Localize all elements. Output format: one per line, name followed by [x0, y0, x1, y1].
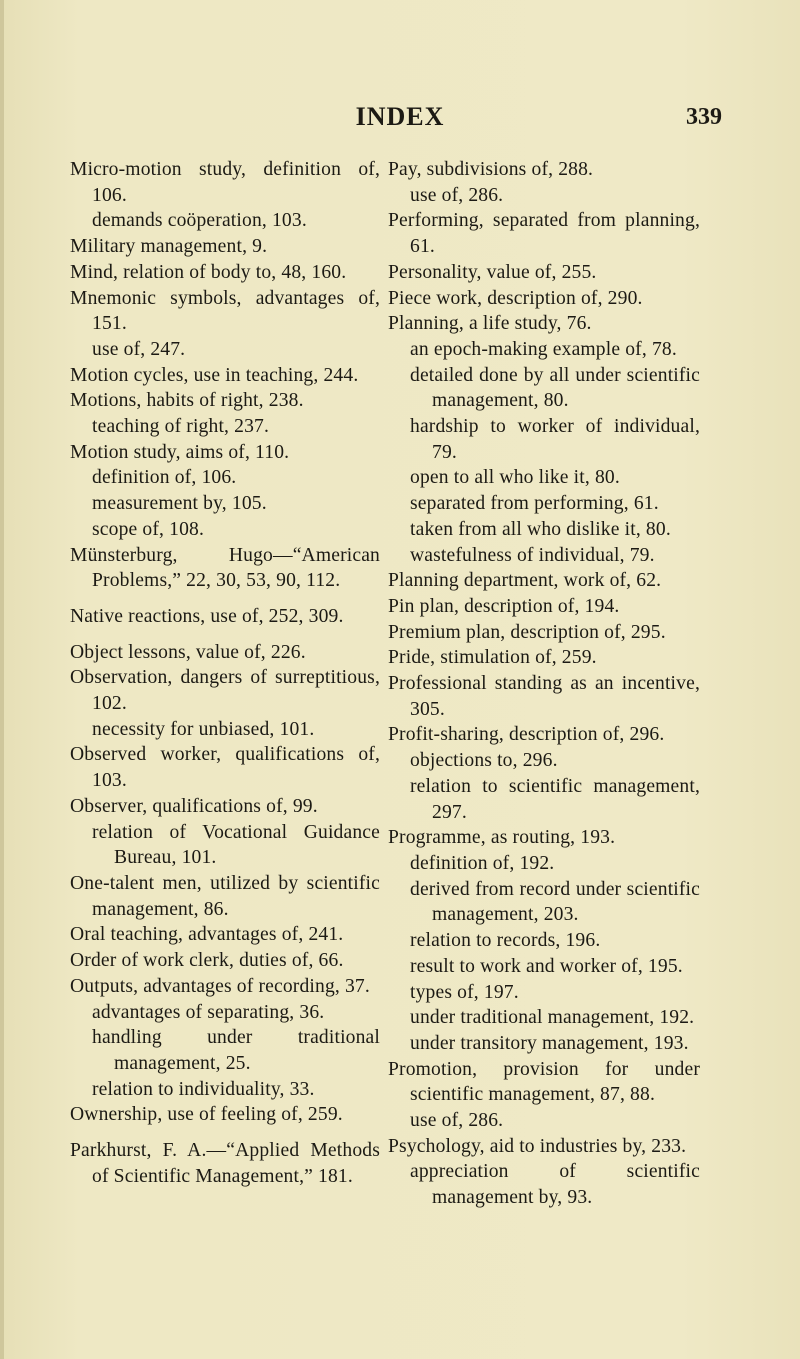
- index-subentry-wrapper: [388, 1005, 700, 1031]
- index-entry: Piece work, description of, 290.: [388, 287, 643, 309]
- index-column-left: [70, 157, 380, 1189]
- letter-group-gap: [70, 594, 380, 604]
- index-subentry: definition of, 106.: [92, 467, 237, 489]
- index-subentry-wrapper: [388, 491, 700, 517]
- index-column-right: [388, 157, 700, 1211]
- index-subentry-wrapper: [388, 465, 700, 491]
- index-entry: Motions, habits of right, 238.: [70, 390, 304, 412]
- index-entry: Münsterburg, Hugo—“American Problems,” 22, 30, 53, 90, 112.: [70, 544, 380, 592]
- index-entry: Parkhurst, F. A.—“Applied Methods of Scientific Management,” 181.: [70, 1140, 380, 1187]
- index-subentry-wrapper: [388, 774, 700, 825]
- index-entry: Mnemonic symbols, advantages of, 151.: [70, 287, 380, 335]
- index-subentry: types of, 197.: [410, 981, 519, 1003]
- index-entry: Observed worker, qualifications of, 103.: [70, 744, 380, 792]
- index-subentry-wrapper: [388, 1031, 700, 1057]
- index-subentry: relation to records, 196.: [410, 930, 601, 952]
- index-subentry: open to all who like it, 80.: [410, 467, 620, 489]
- index-subentry-wrapper: [388, 748, 700, 774]
- index-subentry-wrapper: [388, 1108, 700, 1134]
- index-entry: Ownership, use of feeling of, 259.: [70, 1104, 343, 1126]
- index-subentry-wrapper: [388, 414, 700, 465]
- index-entry: Professional standing as an incentive, 305.: [388, 673, 700, 720]
- index-entry: Native reactions, use of, 252, 309.: [70, 605, 344, 627]
- running-title: INDEX: [355, 102, 445, 131]
- index-entry: Observer, qualifications of, 99.: [70, 795, 318, 817]
- index-subentry-wrapper: [70, 208, 380, 234]
- index-entry: Performing, separated from planning, 61.: [388, 210, 700, 258]
- index-entry: Military management, 9.: [70, 236, 268, 258]
- index-subentry-wrapper: [388, 851, 700, 877]
- index-entry: Promotion, provision for under scientific management, 87, 88.: [388, 1058, 700, 1106]
- index-entry: Mind, relation of body to, 48, 160.: [70, 261, 347, 283]
- index-subentry: taken from all who dislike it, 80.: [410, 518, 671, 540]
- index-entry: Planning, a life study, 76.: [388, 313, 592, 335]
- index-subentry: advantages of separating, 36.: [92, 1001, 325, 1023]
- index-subentry: objections to, 296.: [410, 750, 558, 772]
- index-subentry: an epoch-making example of, 78.: [410, 338, 677, 360]
- index-entry: Oral teaching, advantages of, 241.: [70, 924, 344, 946]
- index-entry: Motion study, aims of, 110.: [70, 441, 290, 463]
- index-entry: One-talent men, utilized by scientific management, 86.: [70, 872, 380, 920]
- index-subentry-wrapper: [388, 183, 700, 209]
- page-header: [0, 102, 800, 138]
- index-subentry-wrapper: [388, 954, 700, 980]
- index-entry: Order of work clerk, duties of, 66.: [70, 950, 344, 972]
- index-subentry-wrapper: [70, 517, 380, 543]
- index-subentry-wrapper: [388, 980, 700, 1006]
- letter-group-gap: [70, 1128, 380, 1138]
- index-subentry: separated from performing, 61.: [410, 493, 659, 515]
- index-entry: Outputs, advantages of recording, 37.: [70, 975, 370, 997]
- index-entry: Programme, as routing, 193.: [388, 827, 616, 849]
- index-subentry-wrapper: [70, 717, 380, 743]
- index-subentry: appreciation of scientific management by, 93.: [410, 1161, 700, 1209]
- index-entry: Object lessons, value of, 226.: [70, 641, 306, 663]
- index-subentry: wastefulness of individual, 79.: [410, 544, 655, 566]
- index-subentry-wrapper: [70, 1000, 380, 1026]
- index-subentry: hardship to worker of individual, 79.: [410, 416, 700, 463]
- index-subentry-wrapper: [388, 1159, 700, 1210]
- index-entry: Micro-motion study, definition of, 106.: [70, 159, 380, 206]
- index-subentry: relation to scientific management, 297.: [410, 775, 700, 823]
- index-subentry: relation to individuality, 33.: [92, 1078, 315, 1100]
- index-subentry: under transitory management, 193.: [410, 1032, 689, 1054]
- index-entry: Pay, subdivisions of, 288.: [388, 159, 594, 180]
- index-subentry-wrapper: [388, 337, 700, 363]
- index-subentry: necessity for unbiased, 101.: [92, 718, 315, 740]
- index-subentry: use of, 247.: [92, 338, 186, 360]
- index-subentry-wrapper: [70, 491, 380, 517]
- index-entry: Observation, dangers of surreptitious, 102.: [70, 667, 380, 715]
- index-subentry-wrapper: [70, 414, 380, 440]
- index-subentry-wrapper: [70, 1025, 380, 1076]
- index-entry: Profit-sharing, description of, 296.: [388, 724, 665, 746]
- index-entry: Pin plan, description of, 194.: [388, 595, 620, 617]
- index-subentry: demands coöperation, 103.: [92, 210, 307, 232]
- index-subentry-wrapper: [70, 1077, 380, 1103]
- index-subentry: scope of, 108.: [92, 518, 205, 540]
- index-subentry-wrapper: [388, 928, 700, 954]
- index-subentry-wrapper: [70, 820, 380, 871]
- index-entry: Psychology, aid to industries by, 233.: [388, 1135, 687, 1157]
- index-subentry: relation of Vocational Guidance Bureau, 101.: [92, 821, 380, 869]
- index-subentry: under traditional management, 192.: [410, 1007, 695, 1029]
- index-subentry: result to work and worker of, 195.: [410, 955, 683, 977]
- index-entry: Premium plan, description of, 295.: [388, 621, 666, 643]
- index-subentry-wrapper: [388, 543, 700, 569]
- letter-group-gap: [70, 630, 380, 640]
- index-subentry-wrapper: [70, 337, 380, 363]
- index-subentry-wrapper: [388, 877, 700, 928]
- index-entry: Motion cycles, use in teaching, 244.: [70, 364, 359, 386]
- index-subentry: definition of, 192.: [410, 852, 555, 874]
- page-edge: [0, 0, 4, 1359]
- index-subentry-wrapper: [388, 363, 700, 414]
- index-subentry-wrapper: [70, 465, 380, 491]
- index-entry: Pride, stimulation of, 259.: [388, 647, 597, 669]
- index-subentry-wrapper: [388, 517, 700, 543]
- index-subentry: use of, 286.: [410, 1110, 504, 1132]
- index-subentry: derived from record under scientific management, 203.: [410, 878, 700, 926]
- index-subentry: handling under traditional management, 25.: [92, 1027, 380, 1074]
- index-subentry: teaching of right, 237.: [92, 416, 270, 438]
- index-subentry: use of, 286.: [410, 184, 504, 206]
- page-number: 339: [686, 104, 722, 130]
- index-subentry: measurement by, 105.: [92, 493, 267, 515]
- index-entry: Personality, value of, 255.: [388, 261, 597, 283]
- index-entry: Planning department, work of, 62.: [388, 570, 662, 592]
- index-subentry: detailed done by all under scientific management, 80.: [410, 364, 700, 412]
